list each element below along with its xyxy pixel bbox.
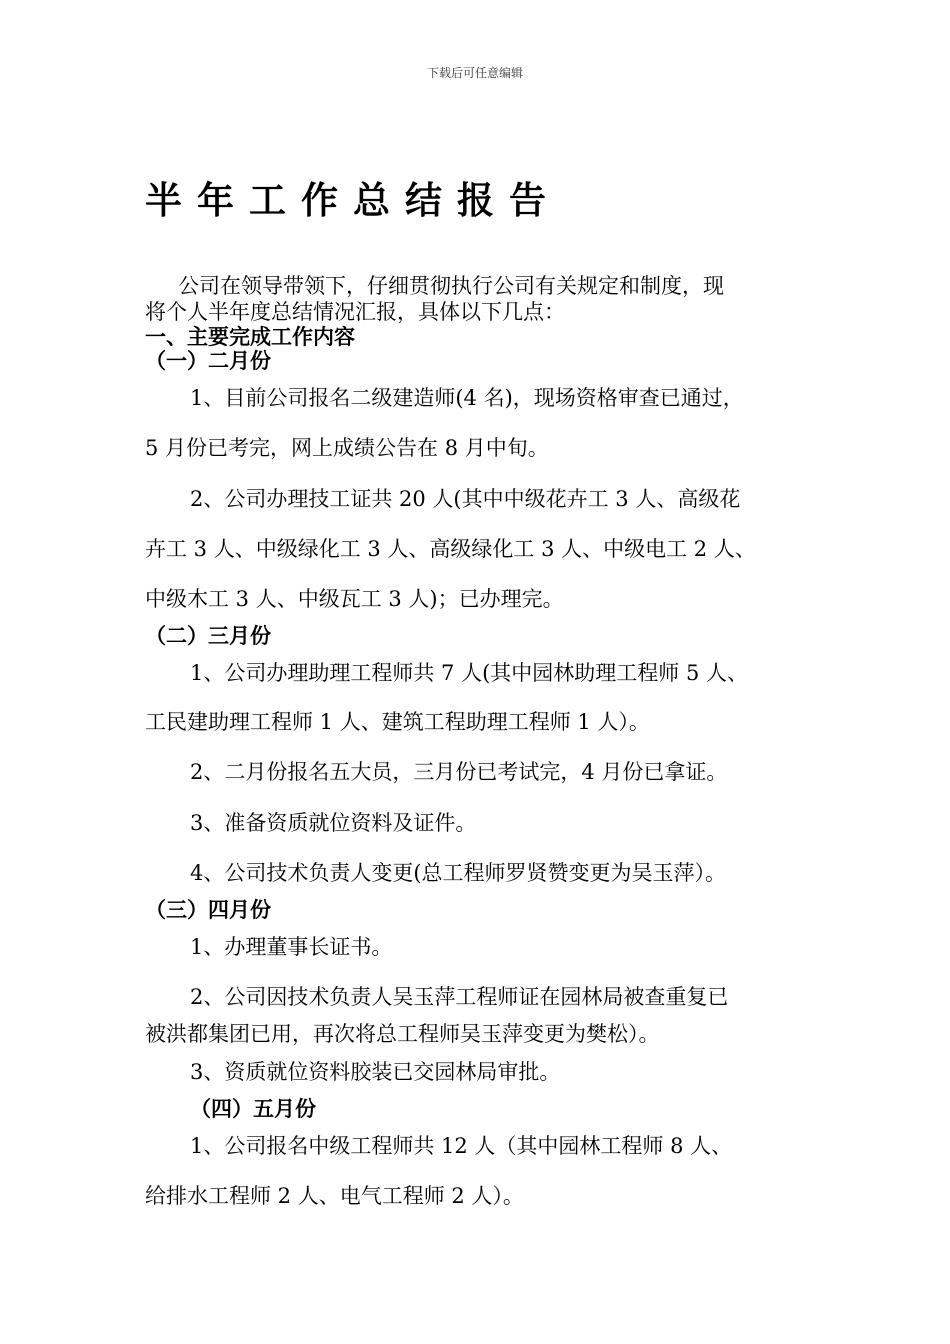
- paragraph-line: 3、资质就位资料胶装已交园林局审批。: [190, 1060, 561, 1084]
- paragraph-line: 3、准备资质就位资料及证件。: [190, 811, 477, 835]
- paragraph-line: 工民建助理工程师 1 人、建筑工程助理工程师 1 人）。: [145, 710, 650, 734]
- paragraph-line: 1、办理董事长证书。: [190, 935, 393, 959]
- section-heading: 一、主要完成工作内容: [145, 324, 355, 349]
- subsection-heading: （四）五月份: [190, 1096, 316, 1121]
- paragraph-line: 2、二月份报名五大员，三月份已考试完，4 月份已拿证。: [190, 760, 728, 784]
- paragraph-line: 公司在领导带领下，仔细贯彻执行公司有关规定和制度，现: [178, 274, 724, 298]
- paragraph-line: 1、公司办理助理工程师共 7 人(其中园林助理工程师 5 人、: [190, 661, 748, 685]
- paragraph-line: 将个人半年度总结情况汇报，具体以下几点：: [145, 300, 565, 324]
- subsection-heading: （三）四月份: [145, 897, 271, 922]
- paragraph-line: 给排水工程师 2 人、电气工程师 2 人）。: [145, 1184, 524, 1208]
- document-title: 半年工作总结报告: [145, 178, 561, 222]
- paragraph-line: 卉工 3 人、中级绿化工 3 人、高级绿化工 3 人、中级电工 2 人、: [145, 537, 756, 561]
- paragraph-line: 1、目前公司报名二级建造师(4 名)，现场资格审查已通过，: [190, 386, 744, 410]
- paragraph-line: 4、公司技术负责人变更(总工程师罗贤赞变更为吴玉萍）。: [190, 861, 727, 885]
- paragraph-line: 中级木工 3 人、中级瓦工 3 人)；已办理完。: [145, 587, 564, 611]
- paragraph-line: 5 月份已考完，网上成绩公告在 8 月中旬。: [145, 436, 549, 460]
- subsection-heading: （二）三月份: [145, 623, 271, 648]
- subsection-heading: （一）二月份: [145, 348, 271, 373]
- paragraph-line: 2、公司办理技工证共 20 人(其中中级花卉工 3 人、高级花: [190, 487, 741, 511]
- paragraph-line: 1、公司报名中级工程师共 12 人（其中园林工程师 8 人、: [190, 1134, 733, 1158]
- paragraph-line: 被洪都集团已用，再次将总工程师吴玉萍变更为樊松）。: [145, 1022, 660, 1046]
- page-header: 下载后可任意编辑: [426, 66, 523, 80]
- paragraph-line: 2、公司因技术负责人吴玉萍工程师证在园林局被查重复已: [190, 985, 729, 1009]
